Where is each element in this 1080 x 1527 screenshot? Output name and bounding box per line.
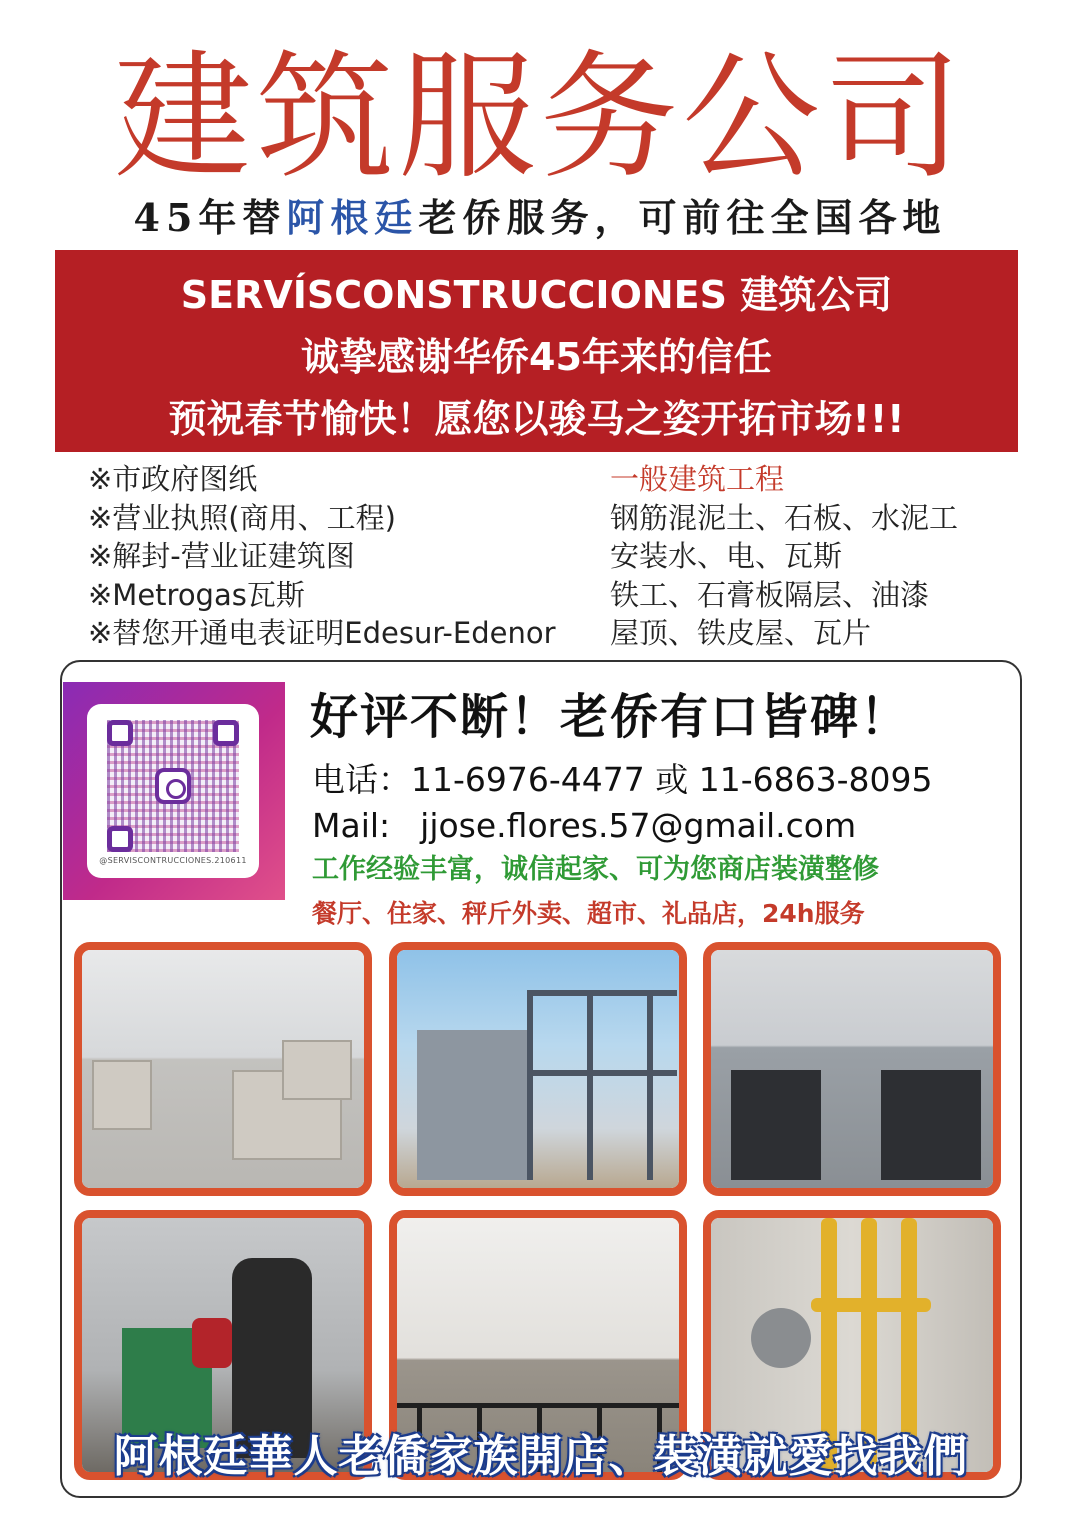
phone-value[interactable]: 11-6976-4477 或 11-6863-8095 xyxy=(411,760,933,799)
photo-warehouse-shelving xyxy=(703,942,1001,1196)
phone-line xyxy=(312,757,1012,803)
photo-steel-building xyxy=(389,942,687,1196)
qr-corner xyxy=(213,720,239,746)
tagline-prefix: 45年替 xyxy=(133,195,287,240)
service-item: 钢筋混泥土、石板、水泥工 xyxy=(610,500,959,535)
banner-line-1: SERVÍSCONSTRUCCIONES 建筑公司 xyxy=(180,273,893,317)
instagram-handle: @SERVISCONTRUCCIONES.210611 xyxy=(99,856,247,865)
service-item: 安装水、电、瓦斯 xyxy=(610,539,843,573)
main-title: 建筑服务公司 xyxy=(113,37,966,198)
tagline-highlight: 阿根廷 xyxy=(286,195,419,240)
service-item: ※解封-营业证建筑图 xyxy=(88,539,355,573)
photo-store-interior xyxy=(74,942,372,1196)
services-left-list xyxy=(88,460,618,653)
review-heading: 好评不断！老侨有口皆碑！ xyxy=(310,689,911,745)
services-right-list xyxy=(610,460,1050,653)
contact-block xyxy=(312,757,1012,849)
qr-corner xyxy=(107,720,133,746)
banner-line-3: 预祝春节愉快！愿您以骏马之姿开拓市场!!! xyxy=(168,397,905,441)
phone-label: 电话： xyxy=(312,760,411,799)
red-banner xyxy=(55,250,1018,452)
qr-code xyxy=(107,720,239,852)
tagline xyxy=(60,190,1020,246)
service-item: 铁工、石膏板隔层、油漆 xyxy=(610,577,930,612)
qr-corner xyxy=(107,826,133,852)
service-item: ※营业执照(商用、工程) xyxy=(88,500,396,535)
bottom-slogan: 阿根廷華人老僑家族開店、裝潢就愛找我們 xyxy=(113,1431,969,1482)
mail-value[interactable]: jjose.flores.57@gmail.com xyxy=(420,806,857,845)
service-item: ※市政府图纸 xyxy=(88,462,258,496)
instagram-qr-tile[interactable] xyxy=(63,682,285,900)
mail-label: Mail: xyxy=(312,806,391,845)
slogan-red: 餐厅、住家、秤斤外卖、超市、礼品店，24h服务 xyxy=(312,899,865,928)
services-right-heading: 一般建筑工程 xyxy=(610,462,785,496)
slogan-green: 工作经验丰富，诚信起家、可为您商店装潢整修 xyxy=(312,854,879,885)
service-item: 屋顶、铁皮屋、瓦片 xyxy=(610,616,872,650)
instagram-icon xyxy=(155,768,191,804)
service-item: ※Metrogas瓦斯 xyxy=(88,577,305,612)
mail-line xyxy=(312,803,1012,849)
qr-card xyxy=(87,704,259,878)
service-item: ※替您开通电表证明Edesur-Edenor xyxy=(88,616,556,650)
banner-line-2: 诚挚感谢华侨45年来的信任 xyxy=(301,335,772,379)
tagline-suffix: 老侨服务，可前往全国各地 xyxy=(418,195,947,240)
